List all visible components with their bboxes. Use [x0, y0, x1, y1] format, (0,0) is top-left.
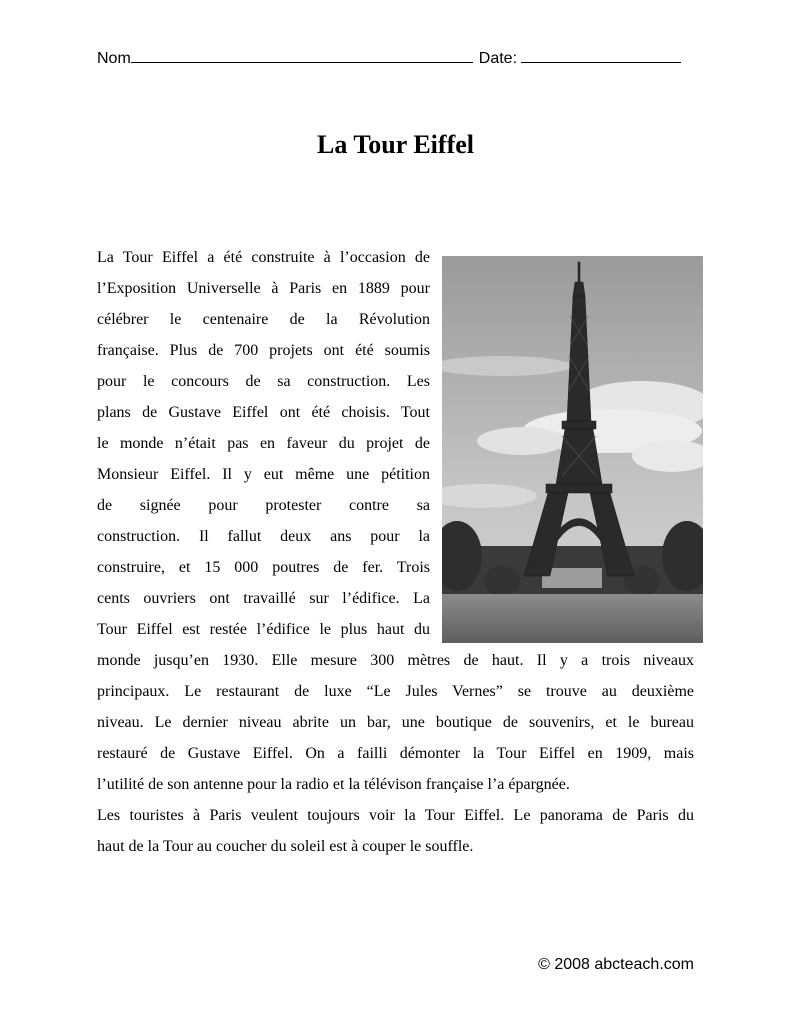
date-label: Date: — [478, 50, 518, 67]
copyright-footer: © 2008 abcteach.com — [538, 956, 694, 973]
text-line: le monde n’était pas en faveur du projet de — [97, 435, 430, 452]
text-line: haut de la Tour au coucher du soleil est à couper le souffle. — [97, 838, 474, 855]
name-label: Nom — [97, 50, 131, 67]
text-line: monde jusqu’en 1930. Elle mesure 300 mètres de haut. Il y a trois niveaux — [97, 652, 694, 669]
text-line: Tour Eiffel est restée l’édifice le plus haut du — [97, 621, 430, 638]
text-line: restauré de Gustave Eiffel. On a failli démonter la Tour Eiffel en 1909, mais — [97, 745, 694, 762]
name-blank-line — [131, 46, 473, 63]
worksheet-header — [97, 46, 697, 68]
text-line: française. Plus de 700 projets ont été soumis — [97, 342, 430, 359]
text-line: niveau. Le dernier niveau abrite un bar, une boutique de souvenirs, et le bureau — [97, 714, 694, 731]
text-line: construire, et 15 000 poutres de fer. Trois — [97, 559, 430, 576]
text-line: plans de Gustave Eiffel ont été choisis. Tout — [97, 404, 430, 421]
text-line: l’Exposition Universelle à Paris en 1889 pour — [97, 280, 430, 297]
text-line: cents ouvriers ont travaillé sur l’édifice. La — [97, 590, 430, 607]
text-line: principaux. Le restaurant de luxe “Le Jules Vernes” se trouve au deuxième — [97, 683, 694, 700]
text-line: pour le concours de sa construction. Les — [97, 373, 430, 390]
article-text-wrapped — [97, 242, 430, 645]
date-blank-line — [521, 46, 681, 63]
text-line: construction. Il fallut deux ans pour la — [97, 528, 430, 545]
eiffel-tower-photo — [442, 256, 703, 643]
text-line: de signée pour protester contre sa — [97, 497, 430, 514]
page-title: La Tour Eiffel — [316, 130, 474, 159]
text-line: Monsieur Eiffel. Il y eut même une pétition — [97, 466, 430, 483]
text-line: Les touristes à Paris veulent toujours voir la Tour Eiffel. Le panorama de Paris du — [97, 807, 694, 824]
text-line: l’utilité de son antenne pour la radio et la télévison française l’a épargnée. — [97, 776, 570, 793]
text-line: La Tour Eiffel a été construite à l’occasion de — [97, 249, 430, 266]
article-text-full — [97, 645, 694, 862]
text-line: célébrer le centenaire de la Révolution — [97, 311, 430, 328]
